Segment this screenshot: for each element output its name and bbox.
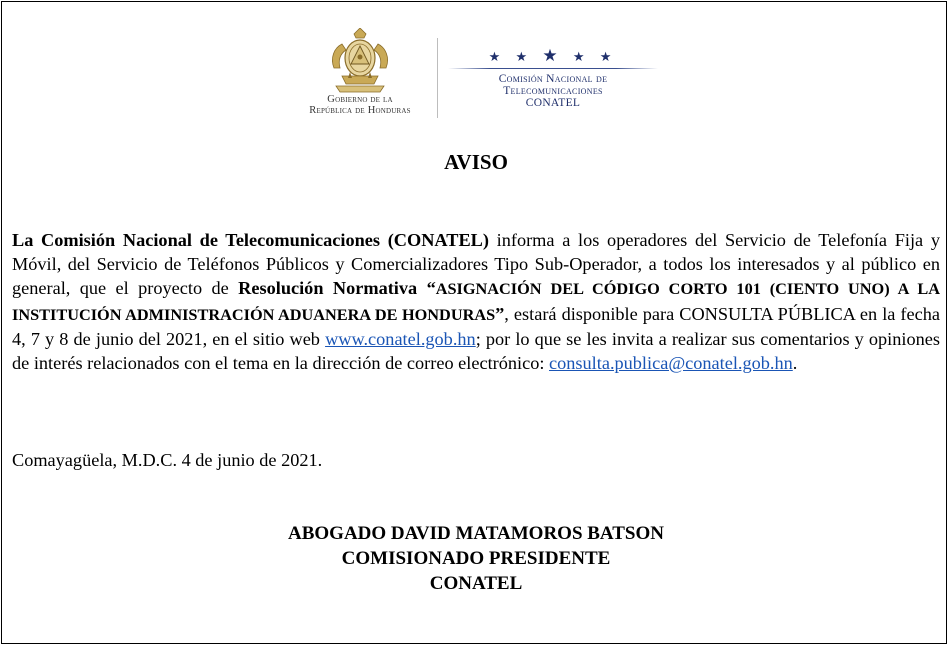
signatory-role: COMISIONADO PRESIDENTE xyxy=(341,548,611,569)
body-part-2: , estará disponible para CONSULTA PÚBLICA en la fecha 4, 7 y 8 de junio del 2021, en el sitio web xyxy=(12,303,940,349)
conatel-line-2: Telecomunicaciones xyxy=(503,85,603,97)
five-stars-icon: ★ ★ ★ ★ ★ xyxy=(488,46,618,65)
logo-divider xyxy=(437,38,438,118)
honduras-coat-of-arms-icon xyxy=(328,28,392,94)
resolution-title: ASIGNACIÓN DEL CÓDIGO CORTO 101 (CIENTO UNO) A LA INSTITUCIÓN ADMINISTRACIÓN ADUANERA DE HONDURAS xyxy=(12,279,940,324)
conatel-logo xyxy=(448,48,658,109)
resolution-label: Resolución Normativa xyxy=(238,278,418,299)
body-part-3: ; por lo que se les invita a realizar sus comentarios y opiniones de interés relacionados con el tema en la dirección de correo electrónico: xyxy=(12,328,940,374)
letterhead xyxy=(290,28,670,128)
body-part-4: . xyxy=(792,353,798,374)
signature-block xyxy=(0,521,952,596)
quote-close: ” xyxy=(495,303,505,324)
gobierno-line-2: República de Honduras xyxy=(309,105,411,116)
notice-title: AVISO xyxy=(444,150,508,174)
place-date: Comayagüela, M.D.C. 4 de junio de 2021. xyxy=(12,450,323,470)
gobierno-line-1: Gobierno de la xyxy=(327,94,393,105)
conatel-rule xyxy=(448,68,658,69)
website-link[interactable]: www.conatel.gob.hn xyxy=(325,328,476,349)
signatory-org: CONATEL xyxy=(429,573,523,594)
quote-open: “ xyxy=(417,278,436,299)
signatory-name: ABOGADO DAVID MATAMOROS BATSON xyxy=(288,523,664,544)
conatel-line-1: Comisión Nacional de xyxy=(498,73,608,85)
email-link[interactable]: consulta.publica@conatel.gob.hn xyxy=(549,353,793,374)
conatel-name: La Comisión Nacional de Telecomunicaciones (CONATEL) xyxy=(12,230,489,250)
gobierno-logo xyxy=(290,28,430,128)
notice-body xyxy=(12,228,940,375)
body-part-1: informa a los operadores del Servicio de Telefonía Fija y Móvil, del Servicio de Teléfonos Públicos y Comercializadores Tipo Sub-Operador, a todos los interesados y al público en general, que el proyecto de xyxy=(12,230,940,299)
conatel-line-3: CONATEL xyxy=(525,97,581,109)
